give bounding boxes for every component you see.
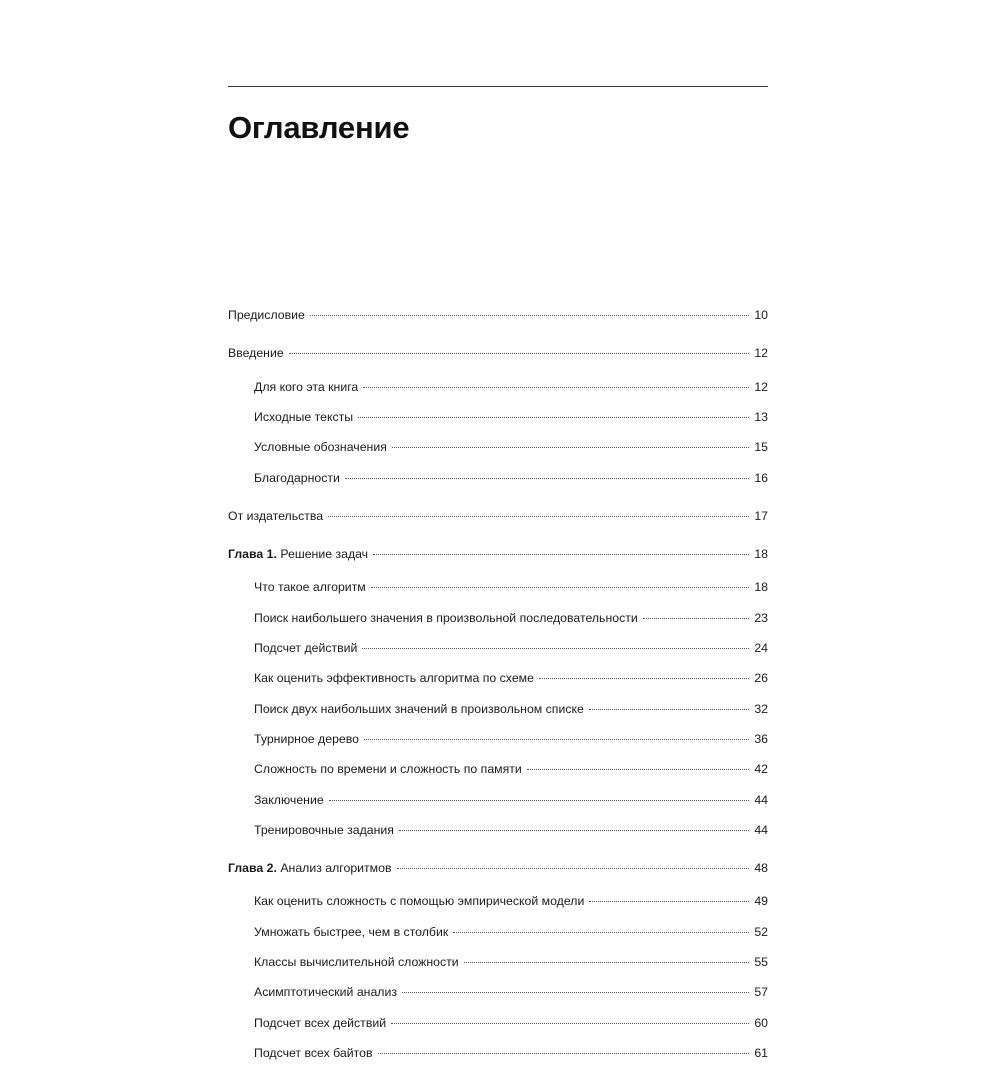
toc-page-number: 55 bbox=[754, 955, 768, 970]
toc-chapter-prefix: Глава 1. bbox=[228, 547, 277, 562]
toc-entry-label: Благодарности bbox=[254, 470, 340, 485]
toc-page-number: 10 bbox=[754, 308, 768, 323]
toc-leader-dots bbox=[328, 516, 749, 517]
toc-page-number: 49 bbox=[754, 894, 768, 909]
toc-page-number: 60 bbox=[754, 1015, 768, 1030]
toc-entry-label bbox=[228, 862, 395, 874]
toc-leader-dots bbox=[453, 932, 749, 933]
toc-entry-label: Как оценить эффективность алгоритма по схеме bbox=[254, 671, 534, 686]
toc-entry[interactable] bbox=[254, 703, 768, 715]
toc-entry-label: Введение bbox=[228, 346, 284, 361]
toc-entry[interactable] bbox=[228, 347, 768, 359]
toc-entry[interactable] bbox=[228, 510, 768, 522]
toc-page-number: 15 bbox=[754, 440, 768, 455]
toc-leader-dots bbox=[464, 962, 750, 963]
toc-entry-label: Умножать быстрее, чем в столбик bbox=[254, 924, 449, 939]
toc-entry-label: Сложность по времени и сложность по памяти bbox=[254, 762, 522, 777]
toc-page-number: 16 bbox=[754, 470, 768, 485]
toc-leader-dots bbox=[363, 387, 749, 388]
toc-page-number: 23 bbox=[754, 610, 768, 625]
toc-entry[interactable] bbox=[254, 733, 768, 745]
toc-page-number: 42 bbox=[754, 762, 768, 777]
toc-entry[interactable] bbox=[254, 612, 768, 624]
toc-leader-dots bbox=[643, 618, 750, 619]
toc-page-number: 12 bbox=[754, 379, 768, 394]
toc-entry-label: Турнирное дерево bbox=[254, 731, 359, 746]
toc-page-number: 13 bbox=[754, 409, 768, 424]
toc-page-number: 36 bbox=[754, 731, 768, 746]
toc-entry-label: Что такое алгоритм bbox=[254, 580, 366, 595]
header-rule bbox=[228, 86, 768, 87]
toc-entry-label bbox=[228, 548, 371, 560]
toc-entry-label: Условные обозначения bbox=[254, 440, 387, 455]
toc-entry[interactable] bbox=[254, 381, 768, 393]
toc-entry-label: Предисловие bbox=[228, 308, 305, 323]
toc-page-number: 26 bbox=[754, 671, 768, 686]
toc-entry[interactable] bbox=[254, 794, 768, 806]
toc-leader-dots bbox=[364, 739, 749, 740]
toc-entry-label: Поиск наибольшего значения в произвольной последовательности bbox=[254, 610, 638, 625]
toc-leader-dots bbox=[329, 800, 750, 801]
toc-entry[interactable] bbox=[254, 642, 768, 654]
toc-chapter-prefix: Глава 2. bbox=[228, 861, 277, 876]
toc-page-number: 57 bbox=[754, 985, 768, 1000]
toc-entry[interactable] bbox=[228, 309, 768, 321]
toc-entry-label: Классы вычислительной сложности bbox=[254, 955, 459, 970]
toc-page-number: 44 bbox=[754, 822, 768, 837]
toc-leader-dots bbox=[397, 868, 750, 869]
toc-leader-dots bbox=[589, 709, 749, 710]
toc-leader-dots bbox=[289, 353, 750, 354]
toc-entry[interactable] bbox=[254, 895, 768, 907]
toc-leader-dots bbox=[539, 678, 749, 679]
toc-leader-dots bbox=[399, 830, 749, 831]
toc-leader-dots bbox=[345, 478, 749, 479]
toc-page-number: 48 bbox=[754, 861, 768, 876]
page-title: Оглавление bbox=[228, 110, 410, 145]
toc-entry-label: Поиск двух наибольших значений в произвольном списке bbox=[254, 701, 584, 716]
toc-entry-label: Тренировочные задания bbox=[254, 822, 394, 837]
toc-page-number: 17 bbox=[754, 508, 768, 523]
toc-leader-dots bbox=[310, 315, 749, 316]
table-of-contents bbox=[228, 309, 768, 1059]
toc-entry-label: От издательства bbox=[228, 508, 324, 523]
toc-entry-label: Заключение bbox=[254, 792, 324, 807]
toc-leader-dots bbox=[378, 1053, 750, 1054]
toc-page-number: 61 bbox=[754, 1045, 768, 1060]
toc-entry[interactable] bbox=[254, 441, 768, 453]
toc-page-number: 12 bbox=[754, 346, 768, 361]
toc-entry[interactable] bbox=[254, 672, 768, 684]
toc-entry-label: Как оценить сложность с помощью эмпирической модели bbox=[254, 894, 585, 909]
toc-page-number: 24 bbox=[754, 641, 768, 656]
toc-leader-dots bbox=[391, 1023, 749, 1024]
toc-entry[interactable] bbox=[254, 1047, 768, 1059]
toc-page-number: 52 bbox=[754, 924, 768, 939]
toc-entry[interactable] bbox=[254, 956, 768, 968]
toc-entry[interactable] bbox=[254, 763, 768, 775]
toc-page-number: 18 bbox=[754, 547, 768, 562]
toc-entry[interactable] bbox=[254, 472, 768, 484]
page-content bbox=[228, 86, 768, 1077]
toc-leader-dots bbox=[589, 901, 749, 902]
toc-entry-text: Анализ алгоритмов bbox=[280, 861, 392, 876]
toc-entry-label: Исходные тексты bbox=[254, 409, 354, 424]
toc-entry-label: Подсчет всех действий bbox=[254, 1015, 387, 1030]
toc-leader-dots bbox=[371, 587, 750, 588]
toc-entry[interactable] bbox=[254, 824, 768, 836]
toc-entry-label: Подсчет всех байтов bbox=[254, 1045, 373, 1060]
toc-entry-label: Подсчет действий bbox=[254, 641, 358, 656]
toc-leader-dots bbox=[358, 417, 749, 418]
toc-page-number: 32 bbox=[754, 701, 768, 716]
toc-entry[interactable] bbox=[254, 581, 768, 593]
toc-entry[interactable] bbox=[254, 1017, 768, 1029]
toc-leader-dots bbox=[362, 648, 749, 649]
toc-page-number: 44 bbox=[754, 792, 768, 807]
toc-entry-label: Для кого эта книга bbox=[254, 379, 359, 394]
toc-page-number: 18 bbox=[754, 580, 768, 595]
toc-entry[interactable] bbox=[228, 548, 768, 560]
toc-leader-dots bbox=[402, 992, 749, 993]
toc-entry-label: Асимптотический анализ bbox=[254, 985, 397, 1000]
toc-leader-dots bbox=[527, 769, 750, 770]
toc-leader-dots bbox=[392, 447, 749, 448]
toc-entry[interactable] bbox=[254, 926, 768, 938]
toc-entry[interactable] bbox=[254, 986, 768, 998]
toc-entry[interactable] bbox=[254, 411, 768, 423]
toc-entry[interactable] bbox=[228, 862, 768, 874]
toc-entry-text: Решение задач bbox=[280, 547, 369, 562]
toc-leader-dots bbox=[373, 554, 749, 555]
